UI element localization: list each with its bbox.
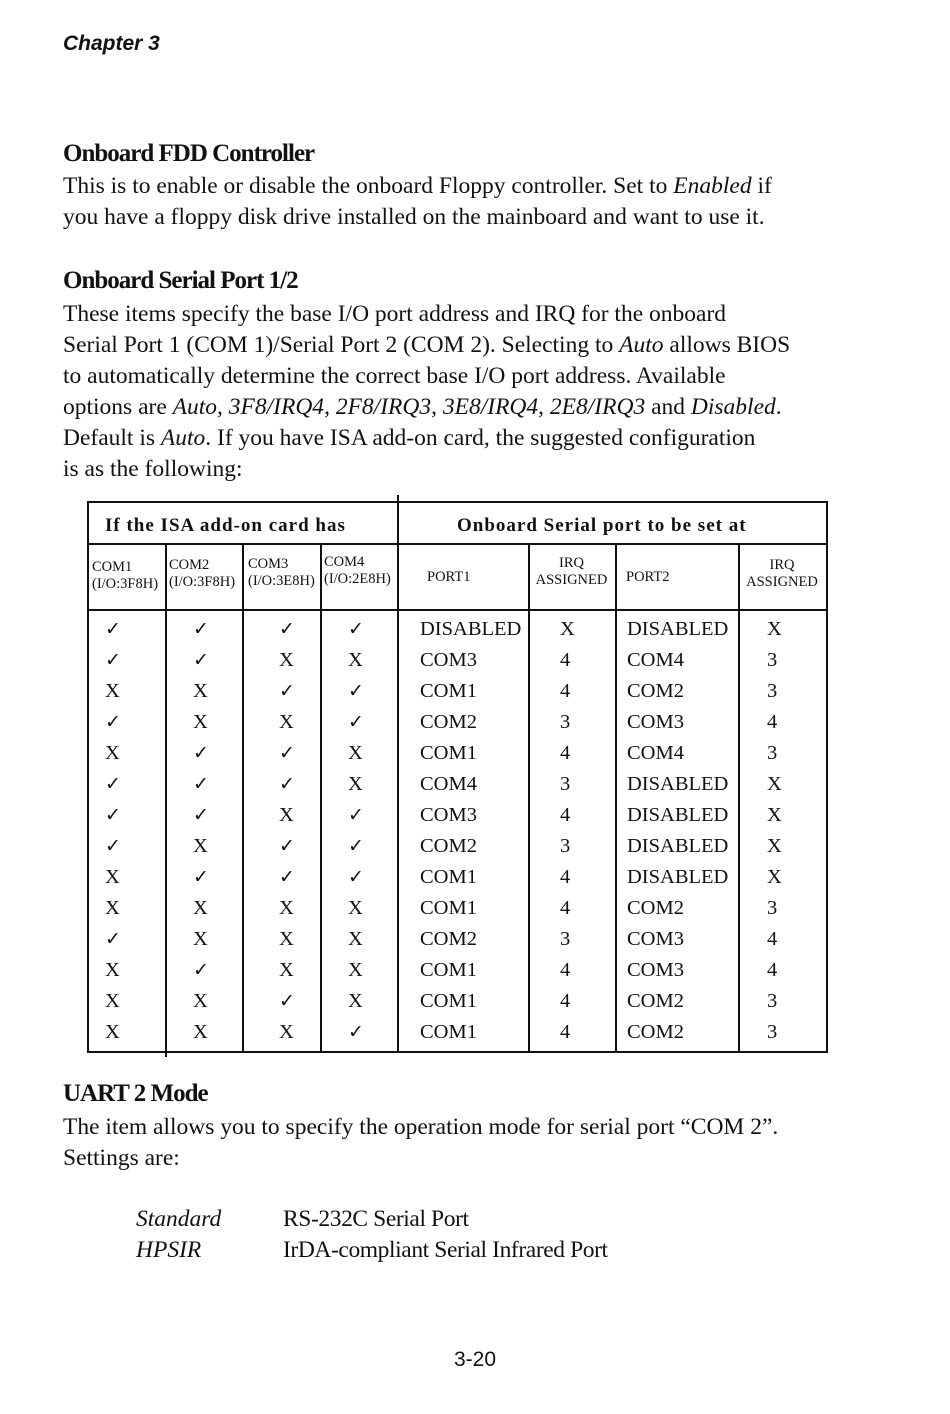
table-cell: X [348, 990, 363, 1012]
table-cell: 3 [560, 711, 571, 733]
table-cell: 4 [560, 959, 571, 981]
table-cell: ✓ [279, 990, 295, 1012]
table-cell: 4 [560, 649, 571, 671]
table-cell: X [348, 773, 363, 795]
table-cell: X [279, 1021, 294, 1043]
table-cell: COM3 [420, 804, 477, 826]
serial-sep-3: , [538, 394, 550, 420]
table-cell: ✓ [193, 649, 209, 671]
fdd-text-2: you have a floppy disk drive installed on the mainboard and want to use it. [63, 204, 765, 230]
table-cell: COM2 [420, 711, 477, 733]
table-cell: X [279, 711, 294, 733]
table-cell: X [193, 897, 208, 919]
table-cell: ✓ [193, 773, 209, 795]
table-cell: X [193, 711, 208, 733]
table-cell: X [105, 990, 120, 1012]
table-cell: X [105, 742, 120, 764]
uart-paragraph [63, 1112, 893, 1174]
serial-sep-1: , [324, 394, 336, 420]
uart-line-2: Settings are: [63, 1145, 180, 1171]
table-cell: X [279, 804, 294, 826]
table-cell: ✓ [193, 866, 209, 888]
table-divider-col5 [528, 543, 530, 1051]
table-cell: COM1 [420, 742, 477, 764]
fdd-text-tail: if [751, 173, 772, 199]
table-cell: ✓ [105, 711, 121, 733]
fdd-paragraph [63, 171, 893, 233]
table-cell: X [767, 835, 782, 857]
table-column-header [427, 569, 470, 586]
table-cell: COM2 [420, 928, 477, 950]
table-cell: ✓ [105, 773, 121, 795]
table-cell: COM1 [420, 1021, 477, 1043]
table-cell: COM2 [627, 1021, 684, 1043]
table-cell: 3 [560, 773, 571, 795]
uart-line-1: The item allows you to specify the operation mode for serial port “COM 2”. [63, 1114, 779, 1140]
table-cell: ✓ [193, 804, 209, 826]
table-divider-main [397, 495, 399, 1053]
table-cell: X [767, 773, 782, 795]
table-column-header [738, 557, 826, 591]
column-header-line: ASSIGNED [746, 574, 818, 590]
table-cell: COM2 [420, 835, 477, 857]
table-cell: ✓ [193, 742, 209, 764]
table-cell: ✓ [105, 804, 121, 826]
table-cell: X [279, 959, 294, 981]
column-header-line: COM2 [169, 557, 210, 573]
table-cell: COM3 [627, 959, 684, 981]
fdd-text-1: This is to enable or disable the onboard Floppy controller. Set to [63, 173, 674, 199]
column-header-line: COM1 [92, 559, 133, 575]
table-cell: X [348, 928, 363, 950]
table-cell: ✓ [105, 928, 121, 950]
table-cell: X [348, 897, 363, 919]
serial-sep-2: , [431, 394, 443, 420]
table-border-bottom [87, 1051, 828, 1053]
table-cell: ✓ [348, 835, 364, 857]
serial-opt-3: 3E8/IRQ4 [442, 394, 539, 420]
table-cell: 4 [560, 897, 571, 919]
table-cell: 4 [560, 680, 571, 702]
table-cell: X [348, 959, 363, 981]
table-cell: DISABLED [627, 618, 729, 640]
table-cell: X [279, 928, 294, 950]
table-cell: 3 [767, 990, 778, 1012]
serial-line-1: These items specify the base I/O port address and IRQ for the onboard [63, 301, 727, 327]
table-cell: DISABLED [627, 835, 729, 857]
table-cell: 3 [767, 680, 778, 702]
table-cell: COM2 [627, 680, 684, 702]
table-rule-subheader [87, 609, 828, 611]
table-cell: X [105, 959, 120, 981]
table-cell: 4 [560, 742, 571, 764]
table-column-header [324, 554, 391, 588]
serial-opt-2: 2F8/IRQ3 [335, 394, 432, 420]
serial-line-6: is as the following: [63, 456, 243, 482]
column-header-line: (I/O:3F8H) [92, 576, 159, 592]
table-column-header [528, 555, 615, 589]
table-cell: ✓ [348, 680, 364, 702]
table-cell: X [193, 1021, 208, 1043]
table-rule-header [87, 543, 828, 545]
serial-line-5b: . If you have ISA add-on card, the suggested configuration [205, 425, 756, 451]
table-cell: COM1 [420, 866, 477, 888]
page-number: 3-20 [453, 1348, 497, 1371]
table-cell: ✓ [279, 866, 295, 888]
table-divider-col7 [738, 543, 740, 1051]
serial-line-4a: options are [63, 394, 173, 420]
table-cell: X [560, 618, 575, 640]
uart-setting-value: IrDA-compliant Serial Infrared Port [283, 1237, 608, 1263]
table-cell: COM3 [627, 928, 684, 950]
table-column-header [92, 559, 158, 593]
table-cell: 4 [560, 866, 571, 888]
table-cell: ✓ [105, 618, 121, 640]
table-cell: COM4 [627, 649, 684, 671]
table-cell: X [105, 680, 120, 702]
table-cell: 4 [767, 711, 778, 733]
table-divider-col3 [320, 543, 322, 1051]
column-header-line: (I/O:3F8H) [169, 574, 236, 590]
table-border-left [87, 501, 89, 1053]
serial-line-4c: . [775, 394, 782, 420]
serial-opt-1: Auto, 3F8/IRQ4 [172, 394, 325, 420]
table-cell: ✓ [279, 742, 295, 764]
table-cell: X [193, 990, 208, 1012]
table-cell: COM1 [420, 990, 477, 1012]
table-cell: ✓ [279, 618, 295, 640]
table-cell: ✓ [279, 680, 295, 702]
table-cell: X [348, 742, 363, 764]
table-cell: COM3 [627, 711, 684, 733]
table-cell: 4 [767, 928, 778, 950]
table-header-isa: If the ISA add-on card has [105, 515, 346, 536]
table-cell: DISABLED [627, 866, 729, 888]
table-cell: COM4 [627, 742, 684, 764]
serial-paragraph [63, 299, 893, 485]
table-cell: ✓ [348, 804, 364, 826]
table-cell: X [105, 1021, 120, 1043]
table-cell: 3 [767, 897, 778, 919]
table-border-right [826, 501, 828, 1053]
table-cell: COM1 [420, 680, 477, 702]
uart-setting-key: Standard [136, 1206, 222, 1232]
serial-line-4b: and [645, 394, 691, 420]
table-border-top [87, 501, 828, 503]
serial-config-table [87, 501, 828, 1053]
serial-line-5-em: Auto [160, 425, 206, 451]
table-cell: 3 [767, 1021, 778, 1043]
table-cell: X [105, 897, 120, 919]
serial-line-3: to automatically determine the correct base I/O port address. Available [63, 363, 726, 389]
table-cell: X [279, 649, 294, 671]
table-cell: DISABLED [420, 618, 522, 640]
table-cell: COM4 [420, 773, 477, 795]
table-cell: 3 [767, 742, 778, 764]
table-cell: X [193, 928, 208, 950]
table-header-onboard: Onboard Serial port to be set at [457, 515, 747, 536]
column-header-line: ASSIGNED [535, 572, 608, 588]
table-cell: X [193, 680, 208, 702]
column-header-line: COM4 [324, 554, 365, 570]
table-cell: X [767, 618, 782, 640]
fdd-heading: Onboard FDD Controller [63, 140, 315, 167]
table-cell: X [105, 866, 120, 888]
table-cell: 3 [560, 835, 571, 857]
table-cell: ✓ [348, 1021, 364, 1043]
table-cell: 4 [767, 959, 778, 981]
column-header-line: IRQ [769, 557, 795, 573]
table-cell: 4 [560, 804, 571, 826]
serial-opt-4: 2E8/IRQ3 [549, 394, 646, 420]
table-cell: 4 [560, 990, 571, 1012]
serial-line-2b: allows BIOS [663, 332, 791, 358]
column-header-line: PORT1 [427, 569, 471, 585]
column-header-line: (I/O:2E8H) [324, 571, 391, 587]
table-cell: ✓ [105, 649, 121, 671]
serial-opt-5: Disabled [690, 394, 776, 420]
column-header-line: (I/O:3E8H) [248, 573, 315, 589]
table-cell: X [767, 866, 782, 888]
table-cell: X [348, 649, 363, 671]
table-divider-col1 [165, 543, 167, 1057]
table-cell: 4 [560, 1021, 571, 1043]
table-cell: ✓ [348, 618, 364, 640]
column-header-line: IRQ [559, 555, 584, 571]
table-cell: X [193, 835, 208, 857]
table-cell: ✓ [279, 835, 295, 857]
table-cell: DISABLED [627, 773, 729, 795]
table-cell: ✓ [348, 711, 364, 733]
table-cell: ✓ [279, 773, 295, 795]
uart-heading: UART 2 Mode [63, 1080, 208, 1107]
serial-line-2a: Serial Port 1 (COM 1)/Serial Port 2 (COM 2). Selecting to [63, 332, 620, 358]
table-column-header [248, 556, 315, 590]
table-cell: 3 [560, 928, 571, 950]
table-divider-col6 [615, 543, 617, 1051]
table-cell: COM2 [627, 897, 684, 919]
table-cell: DISABLED [627, 804, 729, 826]
column-header-line: PORT2 [626, 569, 670, 585]
table-divider-col2 [242, 543, 244, 1051]
table-cell: ✓ [193, 618, 209, 640]
chapter-label: Chapter 3 [63, 32, 160, 55]
uart-setting-key: HPSIR [136, 1237, 202, 1263]
table-cell: COM3 [420, 649, 477, 671]
fdd-text-em: Enabled [673, 173, 752, 199]
uart-setting-value: RS-232C Serial Port [283, 1206, 469, 1232]
column-header-line: COM3 [248, 556, 289, 572]
table-column-header [169, 557, 235, 591]
table-cell: COM2 [627, 990, 684, 1012]
table-cell: X [767, 804, 782, 826]
serial-heading: Onboard Serial Port 1/2 [63, 267, 298, 294]
table-cell: ✓ [193, 959, 209, 981]
table-cell: ✓ [348, 866, 364, 888]
table-cell: ✓ [105, 835, 121, 857]
table-cell: COM1 [420, 959, 477, 981]
table-cell: 3 [767, 649, 778, 671]
table-cell: X [279, 897, 294, 919]
serial-line-2-em: Auto [619, 332, 664, 358]
serial-line-5a: Default is [63, 425, 161, 451]
table-cell: COM1 [420, 897, 477, 919]
table-column-header [626, 569, 669, 586]
